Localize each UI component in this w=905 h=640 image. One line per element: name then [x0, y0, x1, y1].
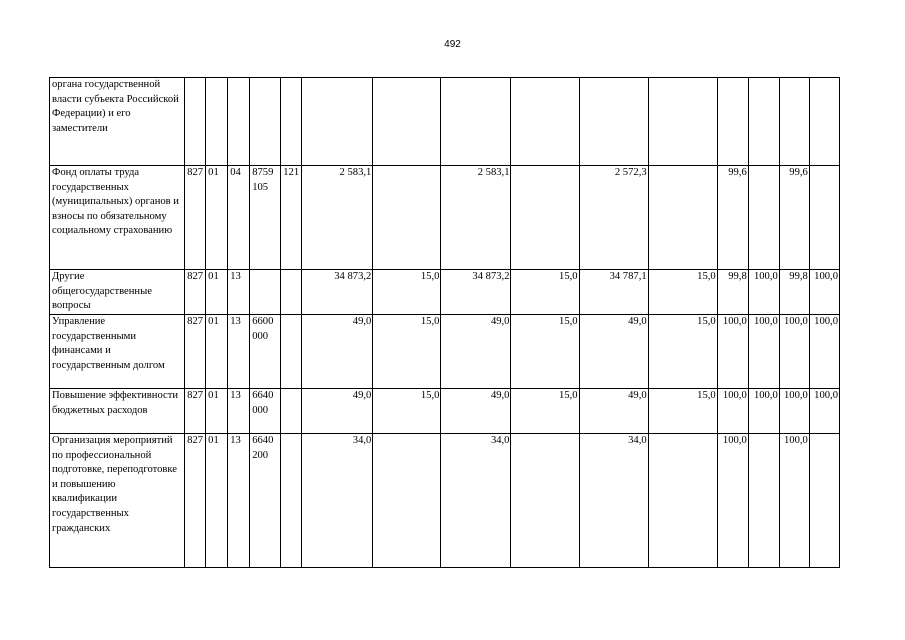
value-cell [648, 434, 717, 568]
subsection-code-cell: 13 [228, 315, 250, 389]
percent-cell: 100,0 [717, 315, 748, 389]
value-cell [648, 166, 717, 270]
percent-cell: 99,6 [779, 166, 809, 270]
row-name-cell: Управление государственными финансами и государственным долгом [50, 315, 185, 389]
percent-cell [748, 434, 779, 568]
value-cell: 34,0 [302, 434, 373, 568]
percent-cell [809, 78, 839, 166]
subsection-code-cell: 13 [228, 434, 250, 568]
percent-cell: 100,0 [717, 434, 748, 568]
row-name-cell: органа государственной власти субъекта Российской Федерации) и его заместители [50, 78, 185, 166]
value-cell [373, 434, 441, 568]
value-cell: 34 873,2 [302, 270, 373, 315]
value-cell: 15,0 [373, 270, 441, 315]
expense-type-cell [281, 315, 302, 389]
value-cell: 2 583,1 [441, 166, 511, 270]
table-row [50, 315, 840, 389]
value-cell: 34,0 [579, 434, 648, 568]
section-code-cell: 01 [206, 166, 228, 270]
ministry-code-cell: 827 [185, 389, 206, 434]
value-cell: 49,0 [441, 389, 511, 434]
ministry-code-cell [185, 78, 206, 166]
percent-cell: 100,0 [809, 270, 839, 315]
value-cell [511, 78, 579, 166]
row-name-cell: Фонд оплаты труда государственных (муниципальных) органов и взносы по обязательному социальному страхованию [50, 166, 185, 270]
row-name-cell: Повышение эффективности бюджетных расходов [50, 389, 185, 434]
target-article-cell: 6600 000 [250, 315, 281, 389]
table-row [50, 434, 840, 568]
value-cell [511, 166, 579, 270]
percent-cell: 100,0 [748, 270, 779, 315]
percent-cell: 100,0 [809, 315, 839, 389]
page-number: 492 [444, 39, 461, 50]
table-row [50, 78, 840, 166]
ministry-code-cell: 827 [185, 315, 206, 389]
target-article-cell: 6640 200 [250, 434, 281, 568]
percent-cell: 99,8 [717, 270, 748, 315]
table-row [50, 389, 840, 434]
value-cell: 49,0 [302, 389, 373, 434]
target-article-cell: 6640 000 [250, 389, 281, 434]
row-name-cell: Организация мероприятий по профессиональной подготовке, переподготовке и повышению квалификации государственных гражданских [50, 434, 185, 568]
percent-cell [779, 78, 809, 166]
percent-cell: 99,6 [717, 166, 748, 270]
value-cell: 15,0 [648, 389, 717, 434]
expense-type-cell [281, 434, 302, 568]
value-cell [648, 78, 717, 166]
value-cell: 34 787,1 [579, 270, 648, 315]
value-cell: 2 583,1 [302, 166, 373, 270]
percent-cell: 100,0 [779, 389, 809, 434]
subsection-code-cell: 13 [228, 389, 250, 434]
table-row [50, 270, 840, 315]
value-cell: 49,0 [302, 315, 373, 389]
percent-cell: 100,0 [779, 315, 809, 389]
expense-type-cell: 121 [281, 166, 302, 270]
row-name-cell: Другие общегосударственные вопросы [50, 270, 185, 315]
section-code-cell: 01 [206, 389, 228, 434]
subsection-code-cell [228, 78, 250, 166]
value-cell: 2 572,3 [579, 166, 648, 270]
value-cell [441, 78, 511, 166]
value-cell: 15,0 [648, 270, 717, 315]
value-cell: 15,0 [511, 315, 579, 389]
percent-cell [809, 434, 839, 568]
section-code-cell: 01 [206, 315, 228, 389]
ministry-code-cell: 827 [185, 270, 206, 315]
value-cell: 34 873,2 [441, 270, 511, 315]
section-code-cell: 01 [206, 434, 228, 568]
percent-cell: 100,0 [748, 315, 779, 389]
section-code-cell [206, 78, 228, 166]
value-cell [302, 78, 373, 166]
value-cell: 49,0 [579, 389, 648, 434]
percent-cell: 100,0 [779, 434, 809, 568]
target-article-cell [250, 78, 281, 166]
ministry-code-cell: 827 [185, 434, 206, 568]
percent-cell: 99,8 [779, 270, 809, 315]
value-cell: 49,0 [441, 315, 511, 389]
value-cell [373, 78, 441, 166]
value-cell: 15,0 [511, 389, 579, 434]
percent-cell: 100,0 [809, 389, 839, 434]
percent-cell [809, 166, 839, 270]
percent-cell [717, 78, 748, 166]
subsection-code-cell: 04 [228, 166, 250, 270]
budget-table [49, 77, 840, 568]
percent-cell [748, 78, 779, 166]
value-cell [579, 78, 648, 166]
percent-cell: 100,0 [748, 389, 779, 434]
value-cell: 34,0 [441, 434, 511, 568]
value-cell [373, 166, 441, 270]
section-code-cell: 01 [206, 270, 228, 315]
value-cell: 49,0 [579, 315, 648, 389]
value-cell: 15,0 [511, 270, 579, 315]
percent-cell: 100,0 [717, 389, 748, 434]
target-article-cell [250, 270, 281, 315]
expense-type-cell [281, 270, 302, 315]
expense-type-cell [281, 78, 302, 166]
value-cell: 15,0 [373, 389, 441, 434]
value-cell: 15,0 [373, 315, 441, 389]
value-cell [511, 434, 579, 568]
table-row [50, 166, 840, 270]
subsection-code-cell: 13 [228, 270, 250, 315]
value-cell: 15,0 [648, 315, 717, 389]
expense-type-cell [281, 389, 302, 434]
ministry-code-cell: 827 [185, 166, 206, 270]
percent-cell [748, 166, 779, 270]
target-article-cell: 8759 105 [250, 166, 281, 270]
